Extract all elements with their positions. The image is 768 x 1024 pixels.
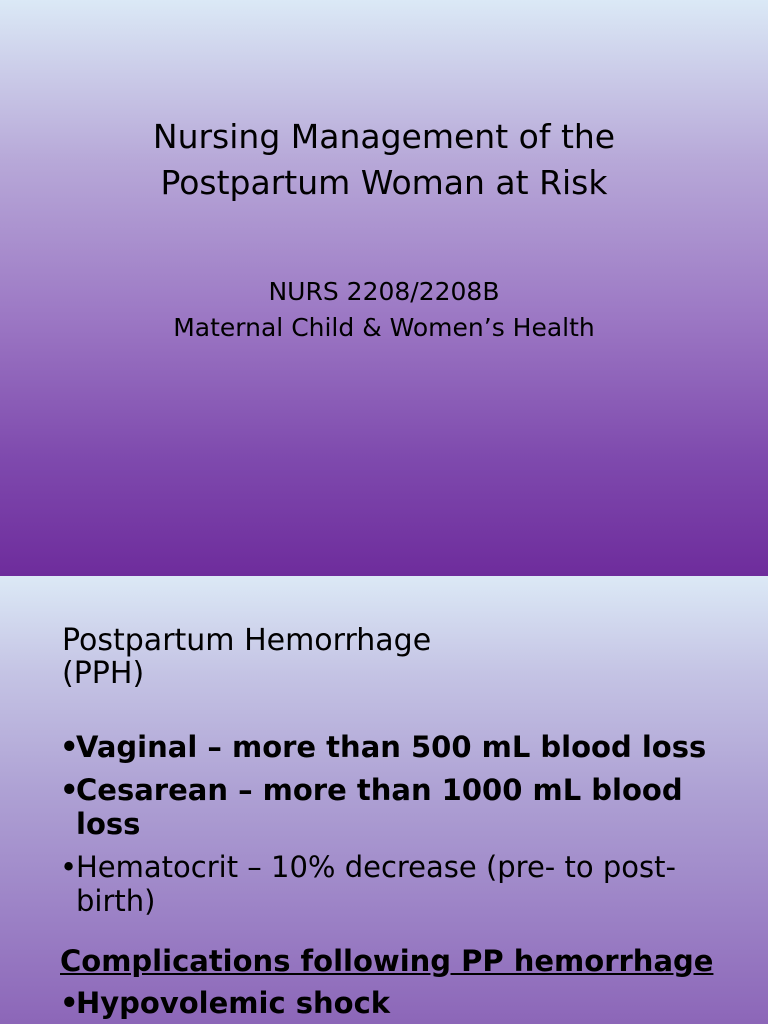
slide-pph [0, 576, 768, 1024]
slide-subtitle [40, 274, 728, 346]
heading-line-2: (PPH) [62, 656, 145, 691]
bullet-icon: • [60, 773, 79, 807]
list-item-text: Hematocrit – 10% decrease (pre- to post-birth) [76, 850, 676, 918]
list-item [60, 850, 720, 918]
list-item [60, 773, 720, 841]
list-item-text: Cesarean – more than 1000 mL blood loss [76, 773, 683, 841]
complications-heading: Complications following PP hemorrhage [60, 944, 714, 978]
heading-line-1: Postpartum Hemorrhage [62, 623, 432, 658]
list-item-text: Hypovolemic shock [76, 986, 391, 1020]
list-item-text: Vaginal – more than 500 mL blood loss [76, 730, 707, 764]
title-line-2: Postpartum Woman at Risk [160, 163, 608, 202]
bullet-icon: • [60, 986, 79, 1020]
bullet-icon: • [60, 850, 78, 884]
course-code: NURS 2208/2208B [268, 277, 500, 306]
pph-definition-list [60, 730, 720, 927]
list-item [60, 986, 720, 1020]
list-item [60, 730, 720, 764]
bullet-icon: • [60, 730, 79, 764]
title-line-1: Nursing Management of the [152, 117, 616, 156]
complications-list [60, 986, 720, 1020]
slide-title-heading [40, 114, 728, 206]
slide-pph-heading [62, 624, 722, 690]
course-name: Maternal Child & Women’s Health [173, 313, 595, 342]
